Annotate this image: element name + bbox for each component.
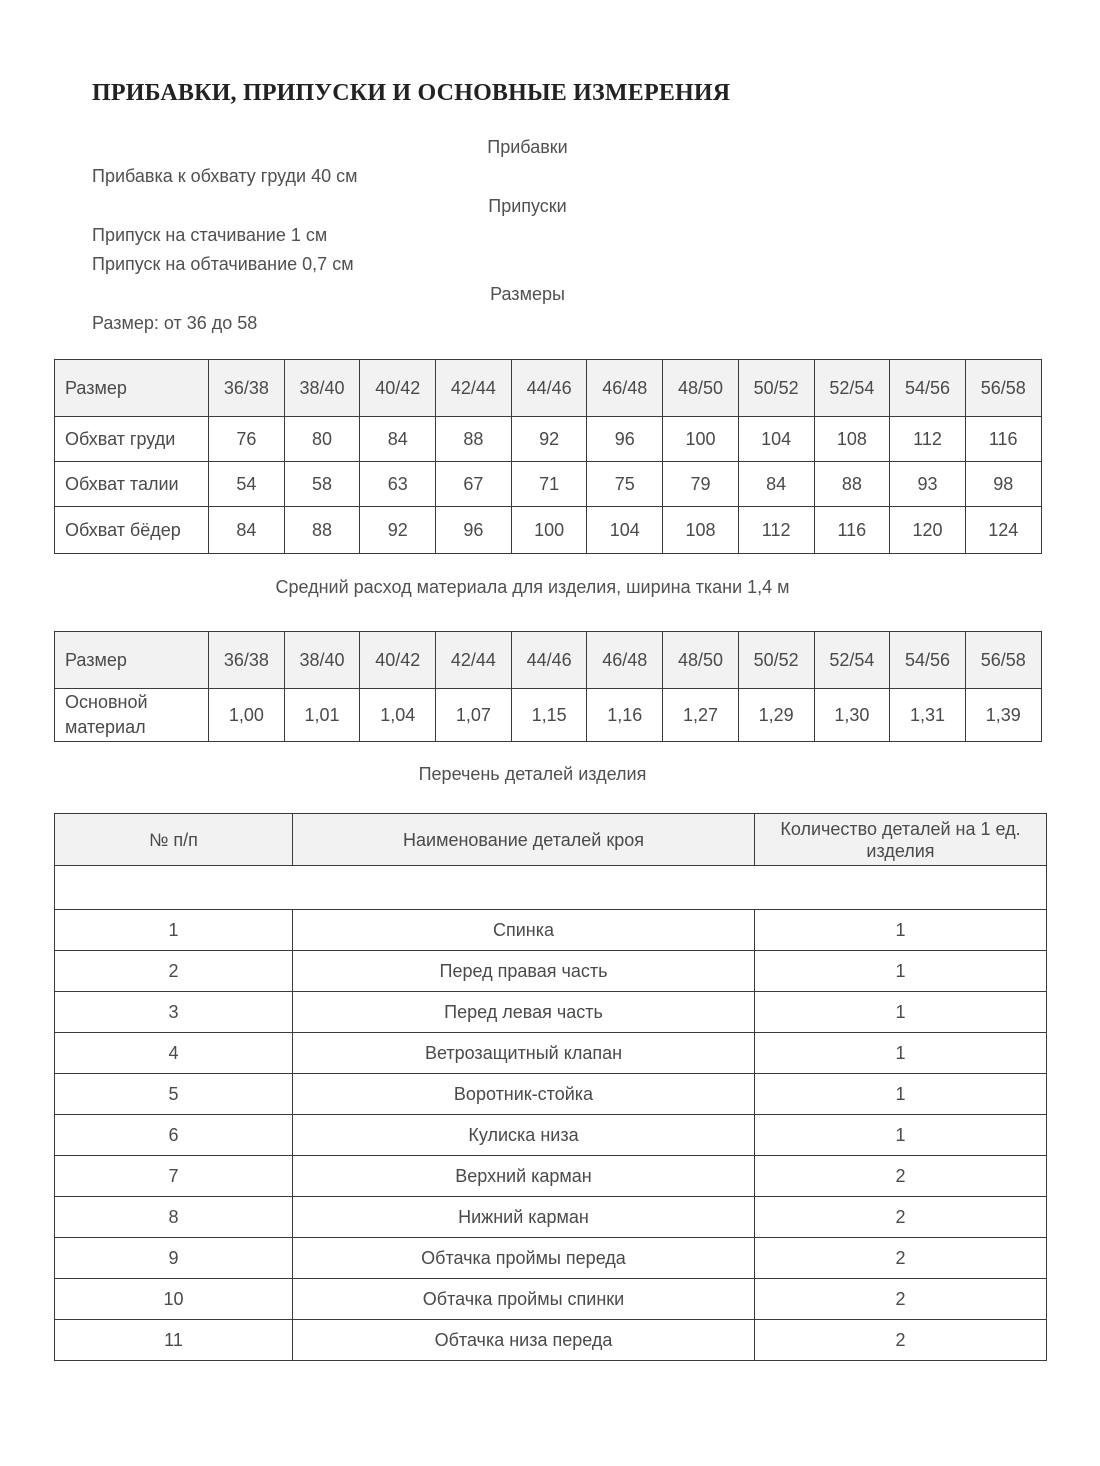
size-column: 50/52 xyxy=(738,632,814,689)
table-row xyxy=(55,1320,1047,1361)
table-cell: 84 xyxy=(738,462,814,507)
size-column: 42/44 xyxy=(436,360,512,417)
table-row xyxy=(55,951,1047,992)
table-cell: 116 xyxy=(965,417,1041,462)
size-column: 48/50 xyxy=(663,632,739,689)
table-row xyxy=(55,1156,1047,1197)
table-row xyxy=(55,507,1042,554)
table-row xyxy=(55,1279,1047,1320)
table-cell: 120 xyxy=(890,507,966,554)
table-row xyxy=(55,992,1047,1033)
size-column: 42/44 xyxy=(436,632,512,689)
parts-list-table xyxy=(54,813,1047,1361)
row-number: 2 xyxy=(55,951,293,992)
part-name: Нижний карман xyxy=(293,1197,755,1238)
size-column: 52/54 xyxy=(814,632,890,689)
size-column: 40/42 xyxy=(360,360,436,417)
sizes-heading: Размеры xyxy=(490,284,565,304)
part-quantity: 1 xyxy=(755,910,1047,951)
table-cell: 124 xyxy=(965,507,1041,554)
size-column: 44/46 xyxy=(511,360,587,417)
table-cell: 58 xyxy=(284,462,360,507)
details-caption: Перечень деталей изделия xyxy=(418,764,647,784)
table-row xyxy=(55,1033,1047,1074)
table-cell: 92 xyxy=(511,417,587,462)
table-cell: 1,04 xyxy=(360,689,436,742)
part-name: Ветрозащитный клапан xyxy=(293,1033,755,1074)
size-column: 50/52 xyxy=(738,360,814,417)
size-measurements-table xyxy=(54,359,1042,554)
table-cell: 84 xyxy=(209,507,285,554)
row-number: 1 xyxy=(55,910,293,951)
part-quantity: 2 xyxy=(755,1279,1047,1320)
size-column: 56/58 xyxy=(965,360,1041,417)
part-name: Обтачка проймы спинки xyxy=(293,1279,755,1320)
table-row xyxy=(55,1115,1047,1156)
seams-heading: Припуски xyxy=(488,196,567,216)
table-row xyxy=(55,417,1042,462)
table-cell: 75 xyxy=(587,462,663,507)
page-title: ПРИБАВКИ, ПРИПУСКИ И ОСНОВНЫЕ ИЗМЕРЕНИЯ xyxy=(92,80,731,106)
part-name: Обтачка проймы переда xyxy=(293,1238,755,1279)
row-number: 11 xyxy=(55,1320,293,1361)
table-cell: 54 xyxy=(209,462,285,507)
table-cell: 1,31 xyxy=(890,689,966,742)
size-column: 40/42 xyxy=(360,632,436,689)
table-row xyxy=(55,910,1047,951)
part-name: Кулиска низа xyxy=(293,1115,755,1156)
size-column: 46/48 xyxy=(587,632,663,689)
table-cell: 1,16 xyxy=(587,689,663,742)
part-quantity: 2 xyxy=(755,1156,1047,1197)
table-cell: 108 xyxy=(814,417,890,462)
size-column: 52/54 xyxy=(814,360,890,417)
row-number: 8 xyxy=(55,1197,293,1238)
part-name: Верхний карман xyxy=(293,1156,755,1197)
table-cell: 108 xyxy=(663,507,739,554)
size-column: 56/58 xyxy=(965,632,1041,689)
table-cell: 1,15 xyxy=(511,689,587,742)
size-column: 36/38 xyxy=(209,360,285,417)
row-number: 10 xyxy=(55,1279,293,1320)
size-column: 36/38 xyxy=(209,632,285,689)
size-column: 44/46 xyxy=(511,632,587,689)
row-number: 6 xyxy=(55,1115,293,1156)
part-quantity: 2 xyxy=(755,1238,1047,1279)
table-cell: 112 xyxy=(738,507,814,554)
part-quantity: 1 xyxy=(755,1074,1047,1115)
material-consumption-table xyxy=(54,631,1042,742)
table-cell: 1,00 xyxy=(209,689,285,742)
table-cell: 98 xyxy=(965,462,1041,507)
row-label-waist: Обхват талии xyxy=(55,462,209,507)
table-cell: 96 xyxy=(436,507,512,554)
part-quantity: 1 xyxy=(755,951,1047,992)
row-number: 9 xyxy=(55,1238,293,1279)
row-label-chest: Обхват груди xyxy=(55,417,209,462)
table-cell: 67 xyxy=(436,462,512,507)
table-cell: 1,01 xyxy=(284,689,360,742)
part-quantity: 1 xyxy=(755,1033,1047,1074)
part-name: Перед правая часть xyxy=(293,951,755,992)
part-name: Обтачка низа переда xyxy=(293,1320,755,1361)
table-cell: 1,29 xyxy=(738,689,814,742)
table-cell: 92 xyxy=(360,507,436,554)
table-cell: 100 xyxy=(663,417,739,462)
row-number: 3 xyxy=(55,992,293,1033)
table-cell: 100 xyxy=(511,507,587,554)
header-size-label: Размер xyxy=(55,632,209,689)
table-cell: 63 xyxy=(360,462,436,507)
size-column: 48/50 xyxy=(663,360,739,417)
table-cell: 80 xyxy=(284,417,360,462)
table-cell: 88 xyxy=(436,417,512,462)
sizes-text: Размер: от 36 до 58 xyxy=(92,313,258,333)
header-number: № п/п xyxy=(55,814,293,866)
part-name: Воротник-стойка xyxy=(293,1074,755,1115)
table-header-row xyxy=(55,632,1042,689)
table-cell: 112 xyxy=(890,417,966,462)
seam-line-2: Припуск на обтачивание 0,7 см xyxy=(92,254,354,274)
empty-cell xyxy=(55,866,1047,910)
part-name: Спинка xyxy=(293,910,755,951)
table-cell: 88 xyxy=(814,462,890,507)
table-row xyxy=(55,1074,1047,1115)
table-cell: 79 xyxy=(663,462,739,507)
header-size-label: Размер xyxy=(55,360,209,417)
table-cell: 1,30 xyxy=(814,689,890,742)
table-cell: 1,07 xyxy=(436,689,512,742)
table-header-row xyxy=(55,360,1042,417)
table-cell: 104 xyxy=(738,417,814,462)
table-cell: 76 xyxy=(209,417,285,462)
table-cell: 71 xyxy=(511,462,587,507)
seam-line-1: Припуск на стачивание 1 см xyxy=(92,225,328,245)
table-row xyxy=(55,689,1042,742)
allowances-text: Прибавка к обхвату груди 40 см xyxy=(92,166,358,186)
table-cell: 96 xyxy=(587,417,663,462)
table-cell: 104 xyxy=(587,507,663,554)
allowances-heading: Прибавки xyxy=(487,137,568,157)
table-cell: 1,27 xyxy=(663,689,739,742)
size-column: 54/56 xyxy=(890,360,966,417)
size-column: 38/40 xyxy=(284,360,360,417)
header-quantity: Количество деталей на 1 ед. изделия xyxy=(755,814,1047,866)
table-row xyxy=(55,1197,1047,1238)
material-caption: Средний расход материала для изделия, ширина ткани 1,4 м xyxy=(275,577,790,597)
size-column: 38/40 xyxy=(284,632,360,689)
size-column: 46/48 xyxy=(587,360,663,417)
part-quantity: 1 xyxy=(755,1115,1047,1156)
table-cell: 93 xyxy=(890,462,966,507)
row-label-main-material: Основной материал xyxy=(55,689,209,742)
empty-row xyxy=(55,866,1047,910)
table-header-row xyxy=(55,814,1047,866)
part-name: Перед левая часть xyxy=(293,992,755,1033)
row-number: 5 xyxy=(55,1074,293,1115)
table-cell: 84 xyxy=(360,417,436,462)
row-label-hips: Обхват бёдер xyxy=(55,507,209,554)
table-row xyxy=(55,1238,1047,1279)
part-quantity: 2 xyxy=(755,1320,1047,1361)
row-number: 4 xyxy=(55,1033,293,1074)
part-quantity: 1 xyxy=(755,992,1047,1033)
size-column: 54/56 xyxy=(890,632,966,689)
table-row xyxy=(55,462,1042,507)
table-cell: 1,39 xyxy=(965,689,1041,742)
part-quantity: 2 xyxy=(755,1197,1047,1238)
table-cell: 88 xyxy=(284,507,360,554)
header-part-name: Наименование деталей кроя xyxy=(293,814,755,866)
row-number: 7 xyxy=(55,1156,293,1197)
table-cell: 116 xyxy=(814,507,890,554)
